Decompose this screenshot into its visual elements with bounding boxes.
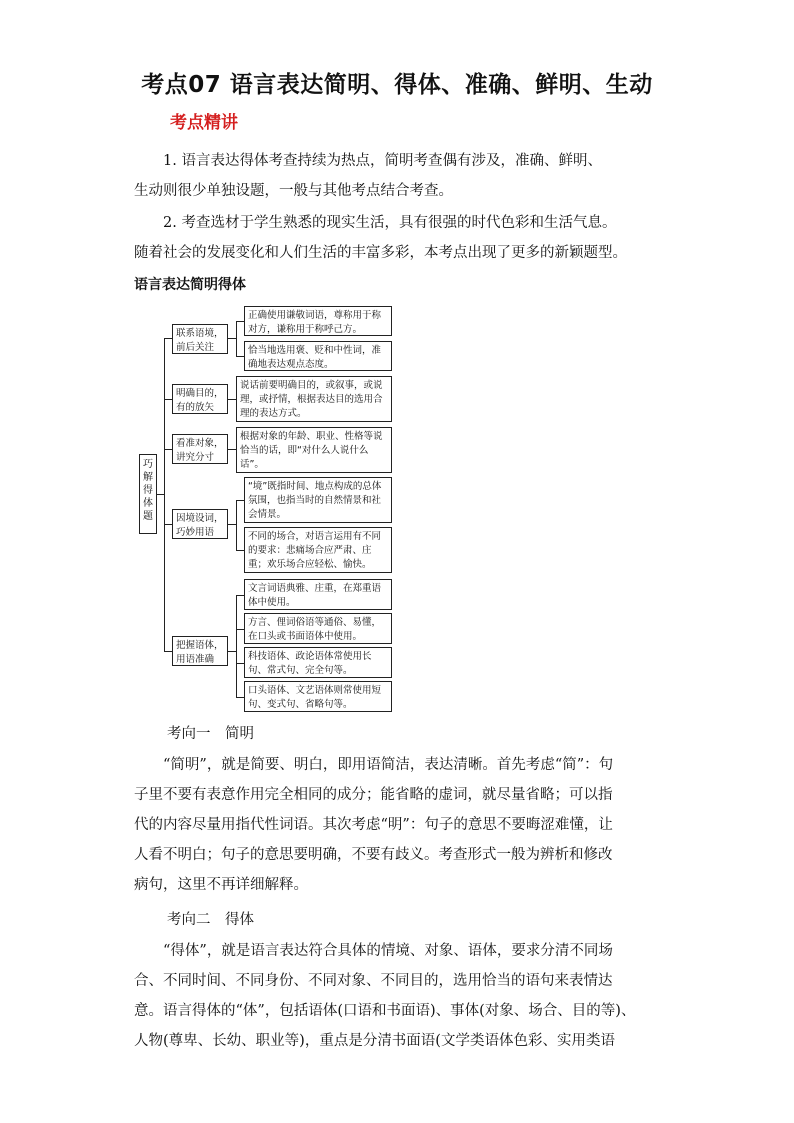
connector (236, 595, 237, 697)
connector (164, 524, 172, 525)
intro-2-line-1: 2. 考查选材于学生熟悉的现实生活，具有很强的时代色彩和生活气息。 (163, 215, 617, 231)
branch-box: 把握语体，用语准确 (172, 636, 228, 666)
branch-box: 明确目的，有的放矢 (172, 384, 228, 414)
connector (164, 449, 172, 450)
section-subtitle: 考点精讲 (170, 113, 238, 133)
connector (164, 399, 172, 400)
branch-box: 联系语境，前后关注 (172, 324, 228, 354)
connector (164, 338, 172, 339)
connector (236, 629, 244, 630)
connector (228, 338, 236, 339)
connector (236, 356, 244, 357)
connector (228, 651, 236, 652)
leaf-box: 正确使用谦敬词语，尊称用于称对方，谦称用于称呼己方。 (244, 306, 392, 336)
intro-1-line-2: 生动则很少单独设题，一般与其他考点结合考查。 (134, 183, 453, 199)
text-line: 病句，这里不再详细解释。 (134, 877, 308, 893)
text-line: 子里不要有表意作用完全相同的成分；能省略的虚词，就尽量省略；可以指 (134, 787, 613, 803)
direction-2-heading: 考向二 得体 (167, 912, 254, 928)
leaf-box: 说话前要明确目的，或叙事，或说理，或抒情，根据表达目的选用合理的表达方式。 (236, 376, 392, 422)
intro-paragraph-2 (134, 208, 674, 268)
direction-1-paragraph (134, 750, 674, 900)
connector (236, 595, 244, 596)
leaf-box: 文言词语典雅、庄重，在郑重语体中使用。 (244, 579, 392, 610)
connector (236, 321, 237, 356)
text-line: 人物(尊卑、长幼、职业等)，重点是分清书面语(文学类语体色彩、实用类语 (134, 1033, 615, 1049)
mind-map-diagram (136, 302, 406, 722)
connector (236, 321, 244, 322)
intro-1-line-1: 1. 语言表达得体考查持续为热点，简明考查偶有涉及，准确、鲜明、 (163, 153, 602, 169)
text-line: 人看不明白；句子的意思要明确，不要有歧义。考查形式一般为辨析和修改 (134, 847, 613, 863)
connector (157, 494, 164, 495)
leaf-box: 科技语体、政论语体常使用长句、常式句、完全句等。 (244, 647, 392, 678)
text-line: 合、不同时间、不同身份、不同对象、不同目的，选用恰当的语句来表情达 (134, 973, 613, 989)
text-line: 代的内容尽量用指代性词语。其次考虑“明”：句子的意思不要晦涩难懂，让 (134, 817, 613, 833)
intro-paragraph-1 (134, 146, 674, 206)
connector (228, 524, 236, 525)
connector (164, 651, 172, 652)
connector (236, 500, 244, 501)
branch-box: 因境设词，巧妙用语 (172, 509, 228, 539)
connector (228, 449, 236, 450)
leaf-box: 方言、俚词俗语等通俗、易懂，在口头或书面语体中使用。 (244, 613, 392, 644)
connector (236, 697, 244, 698)
connector (236, 550, 244, 551)
leaf-box: “境”既指时间、地点构成的总体氛围，也指当时的自然情景和社会情景。 (244, 477, 392, 523)
leaf-box: 恰当地选用褒、贬和中性词，准确地表达观点态度。 (244, 341, 392, 371)
leaf-box: 不同的场合，对语言运用有不同的要求：悲痛场合应严肃、庄重；欢乐场合应轻松、愉快。 (244, 527, 392, 573)
section-heading: 语言表达简明得体 (134, 277, 246, 293)
branch-box: 看准对象，讲究分寸 (172, 434, 228, 464)
connector (236, 663, 244, 664)
intro-2-line-2: 随着社会的发展变化和人们生活的丰富多彩，本考点出现了更多的新颖题型。 (134, 245, 627, 261)
connector (236, 500, 237, 550)
direction-2-paragraph (134, 936, 674, 1056)
page-title: 考点07 语言表达简明、得体、准确、鲜明、生动 (141, 72, 653, 98)
leaf-box: 口头语体、文艺语体则常使用短句、变式句、省略句等。 (244, 681, 392, 712)
text-line: 意。语言得体的“体”，包括语体(口语和书面语)、事体(对象、场合、目的等)、 (134, 1003, 636, 1019)
root-box: 巧解得体题 (139, 454, 157, 534)
text-line: “得体”，就是语言表达符合具体的情境、对象、语体，要求分清不同场 (163, 943, 613, 959)
leaf-box: 根据对象的年龄、职业、性格等说恰当的话，即“对什么人说什么话”。 (236, 427, 392, 473)
connector (228, 399, 236, 400)
text-line: “简明”，就是简要、明白，即用语简洁，表达清晰。首先考虑“简”：句 (163, 757, 614, 773)
connector (164, 338, 165, 651)
direction-1-heading: 考向一 简明 (167, 726, 254, 742)
